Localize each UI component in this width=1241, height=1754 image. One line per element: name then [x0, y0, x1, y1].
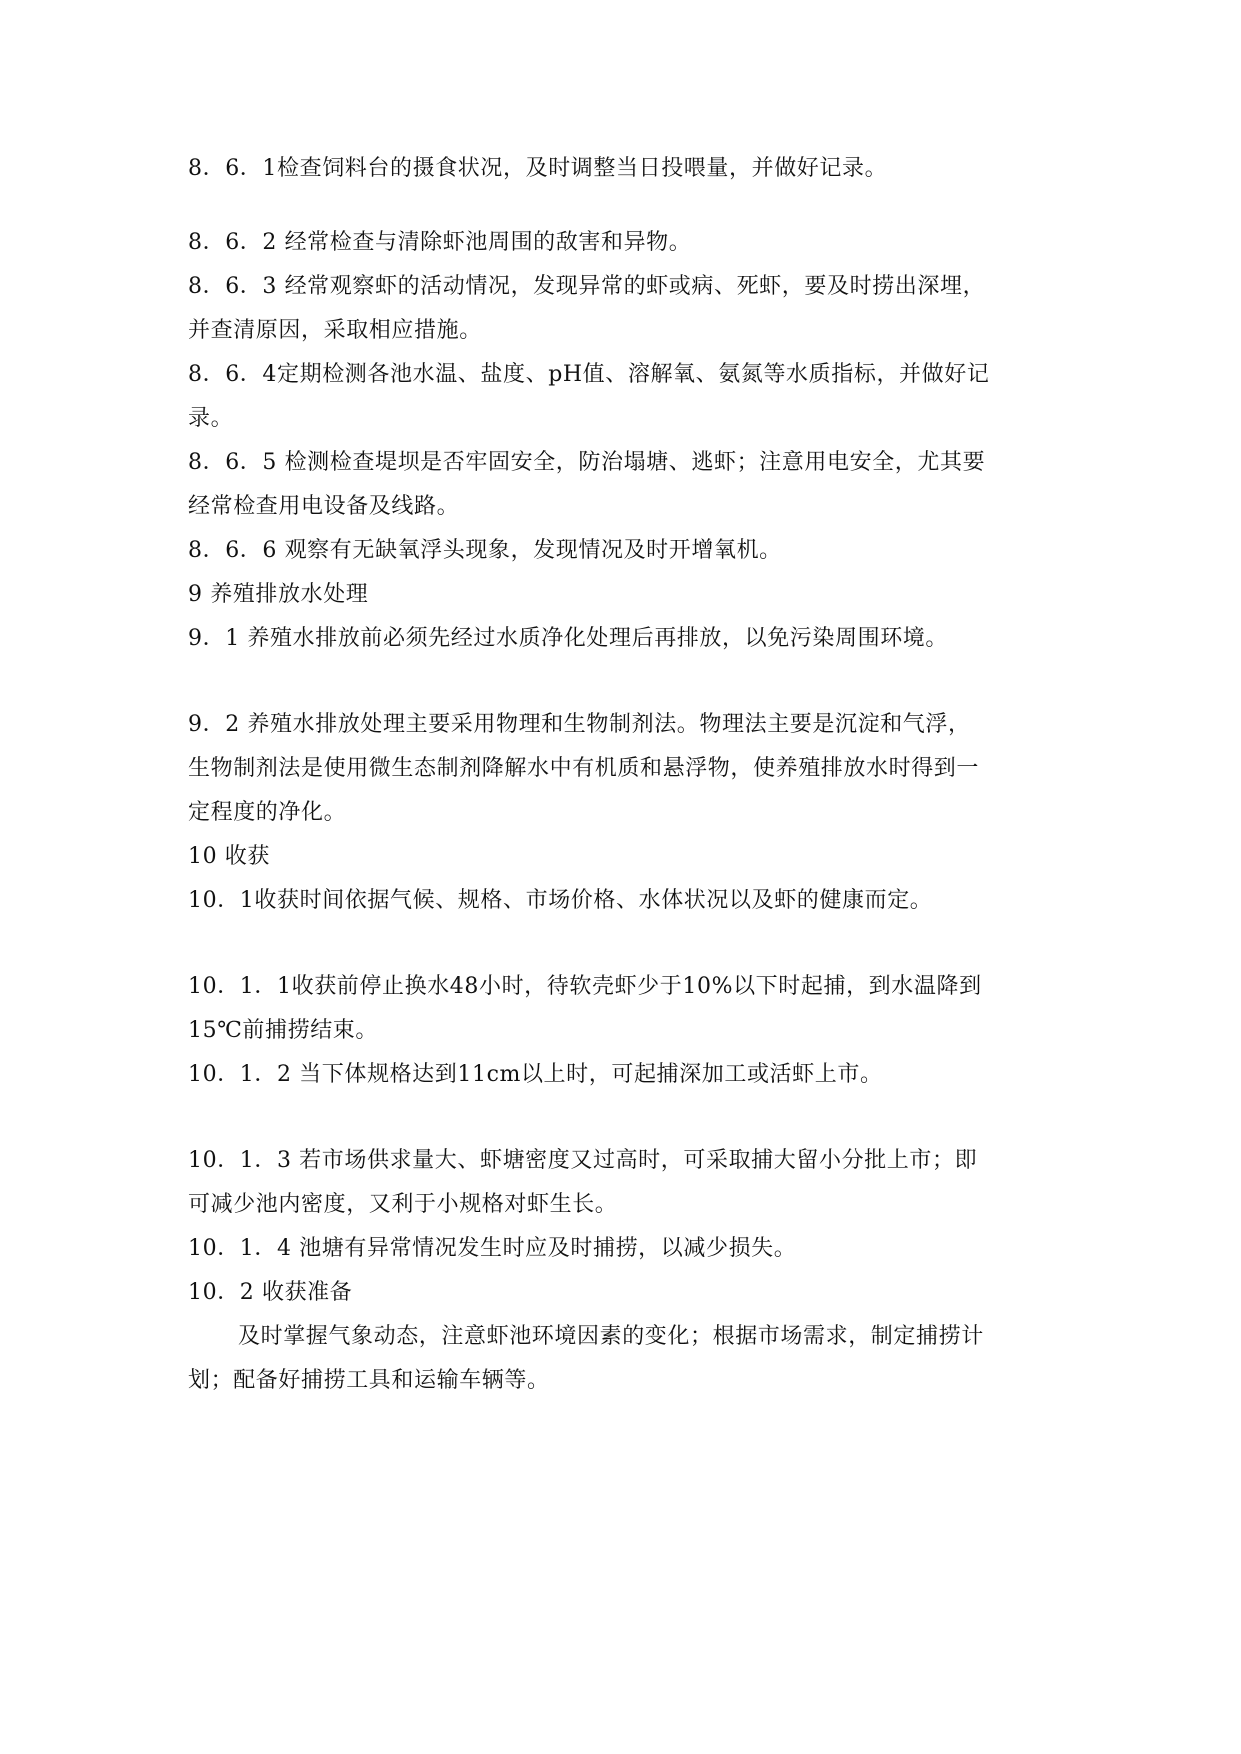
- text-line: 定程度的净化。: [188, 800, 347, 825]
- text-line: 划；配备好捕捞工具和运输车辆等。: [188, 1368, 550, 1393]
- text-line: 8．6．2 经常检查与清除虾池周围的敌害和异物。: [188, 230, 692, 255]
- text-line: 8．6．6 观察有无缺氧浮头现象，发现情况及时开增氧机。: [188, 538, 782, 563]
- text-line: 8．6．4定期检测各池水温、盐度、pH值、溶解氧、氨氮等水质指标，并做好记: [188, 362, 990, 387]
- text-line: 录。: [188, 406, 234, 431]
- text-line: 并查清原因，采取相应措施。: [188, 318, 482, 343]
- text-line: 8．6．1检查饲料台的摄食状况，及时调整当日投喂量，并做好记录。: [188, 156, 888, 181]
- text-line: 及时掌握气象动态，注意虾池环境因素的变化；根据市场需求，制定捕捞计: [238, 1324, 984, 1349]
- text-line: 10．1收获时间依据气候、规格、市场价格、水体状况以及虾的健康而定。: [188, 888, 933, 913]
- text-line: 10．1．2 当下体规格达到11cm以上时，可起捕深加工或活虾上市。: [188, 1062, 883, 1087]
- text-line: 15℃前捕捞结束。: [188, 1018, 379, 1043]
- section-heading: 10 收获: [188, 844, 270, 869]
- text-line: 10．1．4 池塘有异常情况发生时应及时捕捞，以减少损失。: [188, 1236, 797, 1261]
- text-line: 生物制剂法是使用微生态制剂降解水中有机质和悬浮物，使养殖排放水时得到一: [188, 756, 980, 781]
- text-line: 10．1．3 若市场供求量大、虾塘密度又过高时，可采取捕大留小分批上市；即: [188, 1148, 978, 1173]
- section-heading: 10．2 收获准备: [188, 1280, 353, 1305]
- text-line: 8．6．5 检测检查堤坝是否牢固安全，防治塌塘、逃虾；注意用电安全，尤其要: [188, 450, 986, 475]
- text-line: 10．1．1收获前停止换水48小时，待软壳虾少于10%以下时起捕，到水温降到: [188, 974, 982, 999]
- text-line: 经常检查用电设备及线路。: [188, 494, 460, 519]
- text-line: 9．2 养殖水排放处理主要采用物理和生物制剂法。物理法主要是沉淀和气浮，: [188, 712, 971, 737]
- text-line: 可减少池内密度，又利于小规格对虾生长。: [188, 1192, 618, 1217]
- section-heading: 9 养殖排放水处理: [188, 582, 369, 607]
- text-line: 8．6．3 经常观察虾的活动情况，发现异常的虾或病、死虾，要及时捞出深埋，: [188, 274, 986, 299]
- text-line: 9．1 养殖水排放前必须先经过水质净化处理后再排放，以免污染周围环境。: [188, 626, 948, 651]
